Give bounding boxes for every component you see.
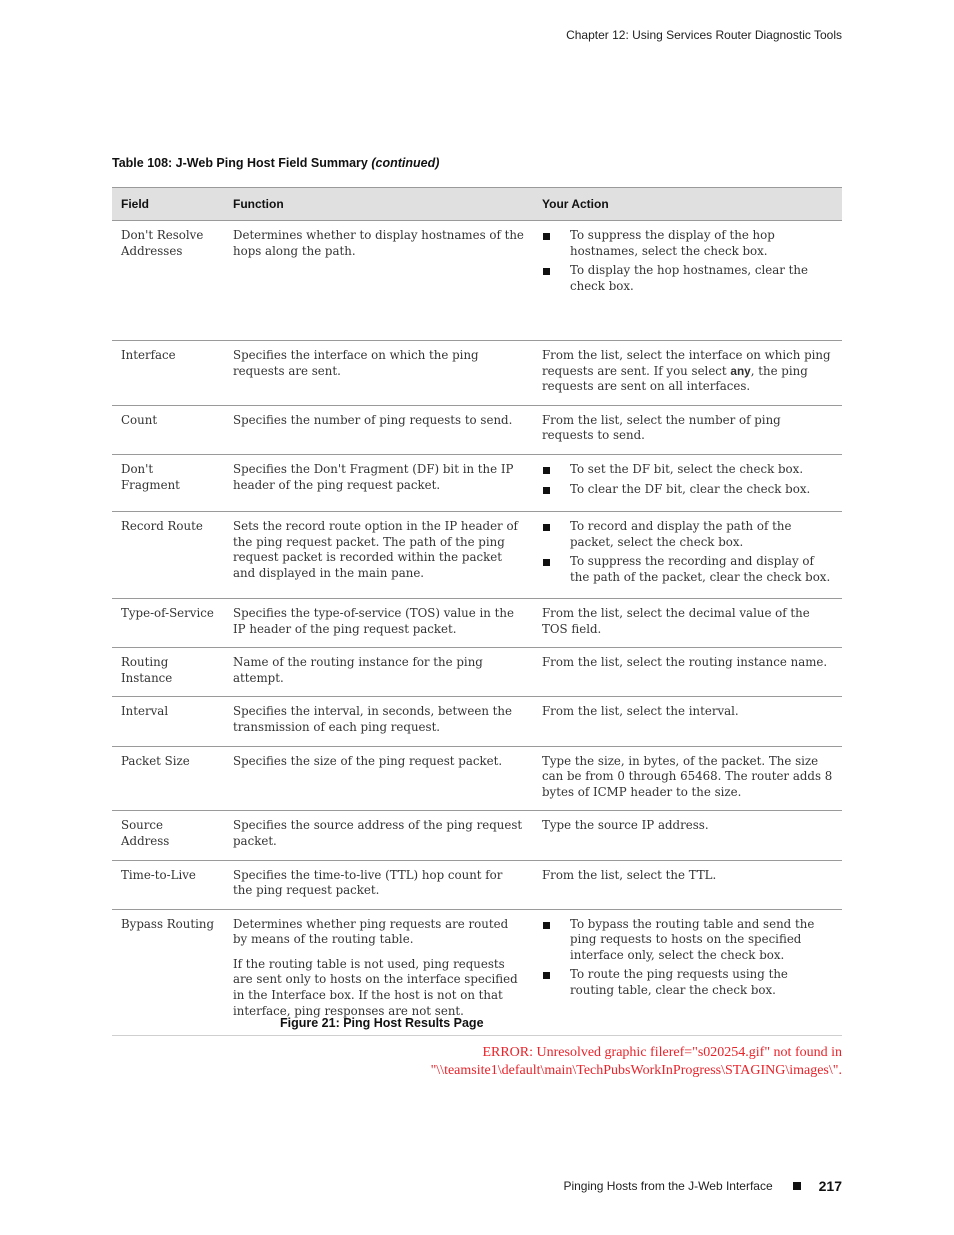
action-bullet: To suppress the display of the hop hostnames, select the check box. [542, 228, 833, 259]
action-cell: Type the source IP address. [533, 811, 842, 860]
page-footer [563, 1178, 842, 1194]
function-cell [224, 341, 533, 406]
table-row [112, 454, 842, 511]
action-cell [533, 511, 842, 598]
page-number: 217 [818, 1178, 842, 1194]
table-row [112, 511, 842, 598]
field-cell: Record Route [112, 511, 224, 598]
action-cell [533, 454, 842, 511]
field-cell: Routing Instance [112, 648, 224, 697]
table-caption [112, 156, 439, 170]
function-text: Specifies the size of the ping request packet. [233, 753, 503, 768]
field-cell: Packet Size [112, 746, 224, 811]
action-bullet-list [542, 519, 833, 585]
running-header: Chapter 12: Using Services Router Diagnostic Tools [566, 28, 842, 42]
action-bullet-list [542, 462, 833, 497]
table-row [112, 598, 842, 647]
field-cell: Interval [112, 697, 224, 746]
field-cell: Time-to-Live [112, 860, 224, 909]
action-cell: From the list, select the interval. [533, 697, 842, 746]
table-caption-continued: (continued) [371, 156, 440, 170]
table-row [112, 860, 842, 909]
field-cell: Don't Resolve Addresses [112, 221, 224, 341]
figure-caption: Figure 21: Ping Host Results Page [280, 1016, 484, 1030]
function-cell [224, 746, 533, 811]
action-bullet: To record and display the path of the packet, select the check box. [542, 519, 833, 550]
function-cell [224, 598, 533, 647]
action-bullet: To set the DF bit, select the check box. [542, 462, 833, 478]
function-text: Specifies the interval, in seconds, between the transmission of each ping request. [233, 704, 512, 734]
action-cell: From the list, select the decimal value of the TOS field. [533, 598, 842, 647]
action-bullet: To suppress the recording and display of the path of the packet, clear the check box. [542, 554, 833, 585]
function-text: Specifies the number of ping requests to send. [233, 412, 513, 427]
action-cell: Type the size, in bytes, of the packet. The size can be from 0 through 65468. The router adds 8 bytes of ICMP header to the size. [533, 746, 842, 811]
field-cell: Source Address [112, 811, 224, 860]
action-bullet-list [542, 228, 833, 294]
field-cell: Interface [112, 341, 224, 406]
action-cell: From the list, select the number of ping requests to send. [533, 405, 842, 454]
table-header-row [112, 188, 842, 221]
action-bullet: To clear the DF bit, clear the check box. [542, 482, 833, 498]
function-cell [224, 860, 533, 909]
action-cell: From the list, select the routing instance name. [533, 648, 842, 697]
action-cell [533, 909, 842, 1035]
table-caption-title: Table 108: J-Web Ping Host Field Summary [112, 156, 368, 170]
table-row [112, 648, 842, 697]
field-cell: Type-of-Service [112, 598, 224, 647]
action-text: From the list, select the interface on which ping requests are sent. If you select [542, 348, 831, 378]
function-text: Determines whether to display hostnames of the hops along the path. [233, 228, 524, 258]
table-row [112, 405, 842, 454]
function-text: Specifies the interface on which the ping requests are sent. [233, 348, 479, 378]
function-cell [224, 697, 533, 746]
function-cell [224, 511, 533, 598]
function-text: Name of the routing instance for the ping attempt. [233, 655, 483, 685]
column-header-field: Field [112, 188, 224, 221]
field-cell: Count [112, 405, 224, 454]
action-cell: From the list, select the TTL. [533, 860, 842, 909]
action-text-continued: , the ping requests are sent on all interfaces. [542, 363, 808, 394]
field-cell: Don't Fragment [112, 454, 224, 511]
function-cell [224, 648, 533, 697]
table-row [112, 221, 842, 341]
footer-section-title: Pinging Hosts from the J-Web Interface [563, 1179, 773, 1193]
function-text: Specifies the type-of-service (TOS) value in the IP header of the ping request packet. [233, 605, 514, 636]
action-bullet: To route the ping requests using the routing table, clear the check box. [542, 967, 833, 998]
footer-separator-square-icon [793, 1182, 801, 1190]
action-bullet: To bypass the routing table and send the ping requests to hosts on the specified interface only, select the check box. [542, 917, 833, 964]
function-text: Specifies the Don't Fragment (DF) bit in the IP header of the ping request packet. [233, 461, 514, 492]
action-cell [533, 221, 842, 341]
action-bullet-list [542, 917, 833, 999]
table-row [112, 746, 842, 811]
column-header-function: Function [224, 188, 533, 221]
function-cell [224, 405, 533, 454]
function-text: Sets the record route option in the IP header of the ping request packet. The path of the ping request packet is recorded within the packet and displayed in the main pane. [233, 518, 518, 580]
field-cell: Bypass Routing [112, 909, 224, 1035]
function-cell [224, 811, 533, 860]
function-text: Specifies the time-to-live (TTL) hop count for the ping request packet. [233, 867, 503, 898]
field-summary-table [112, 187, 842, 1036]
function-text: Specifies the source address of the ping request packet. [233, 818, 523, 848]
table-row [112, 341, 842, 406]
action-keyword: any [730, 363, 751, 378]
function-cell [224, 221, 533, 341]
column-header-your-action: Your Action [533, 188, 842, 221]
function-cell [224, 454, 533, 511]
unresolved-graphic-error: ERROR: Unresolved graphic fileref="s020254.gif" not found in "\\teamsite1\default\main\TechPubsWorkInProgress\STAGING\images\". [430, 1045, 842, 1078]
function-text: Determines whether ping requests are routed by means of the routing table. [233, 916, 509, 947]
table-row [112, 811, 842, 860]
action-bullet: To display the hop hostnames, clear the check box. [542, 263, 833, 294]
function-text: If the routing table is not used, ping requests are sent only to hosts on the interface specified in the Interface box. If the host is not on that interface, ping responses are not sent. [233, 956, 518, 1018]
action-cell [533, 341, 842, 406]
table-row [112, 697, 842, 746]
